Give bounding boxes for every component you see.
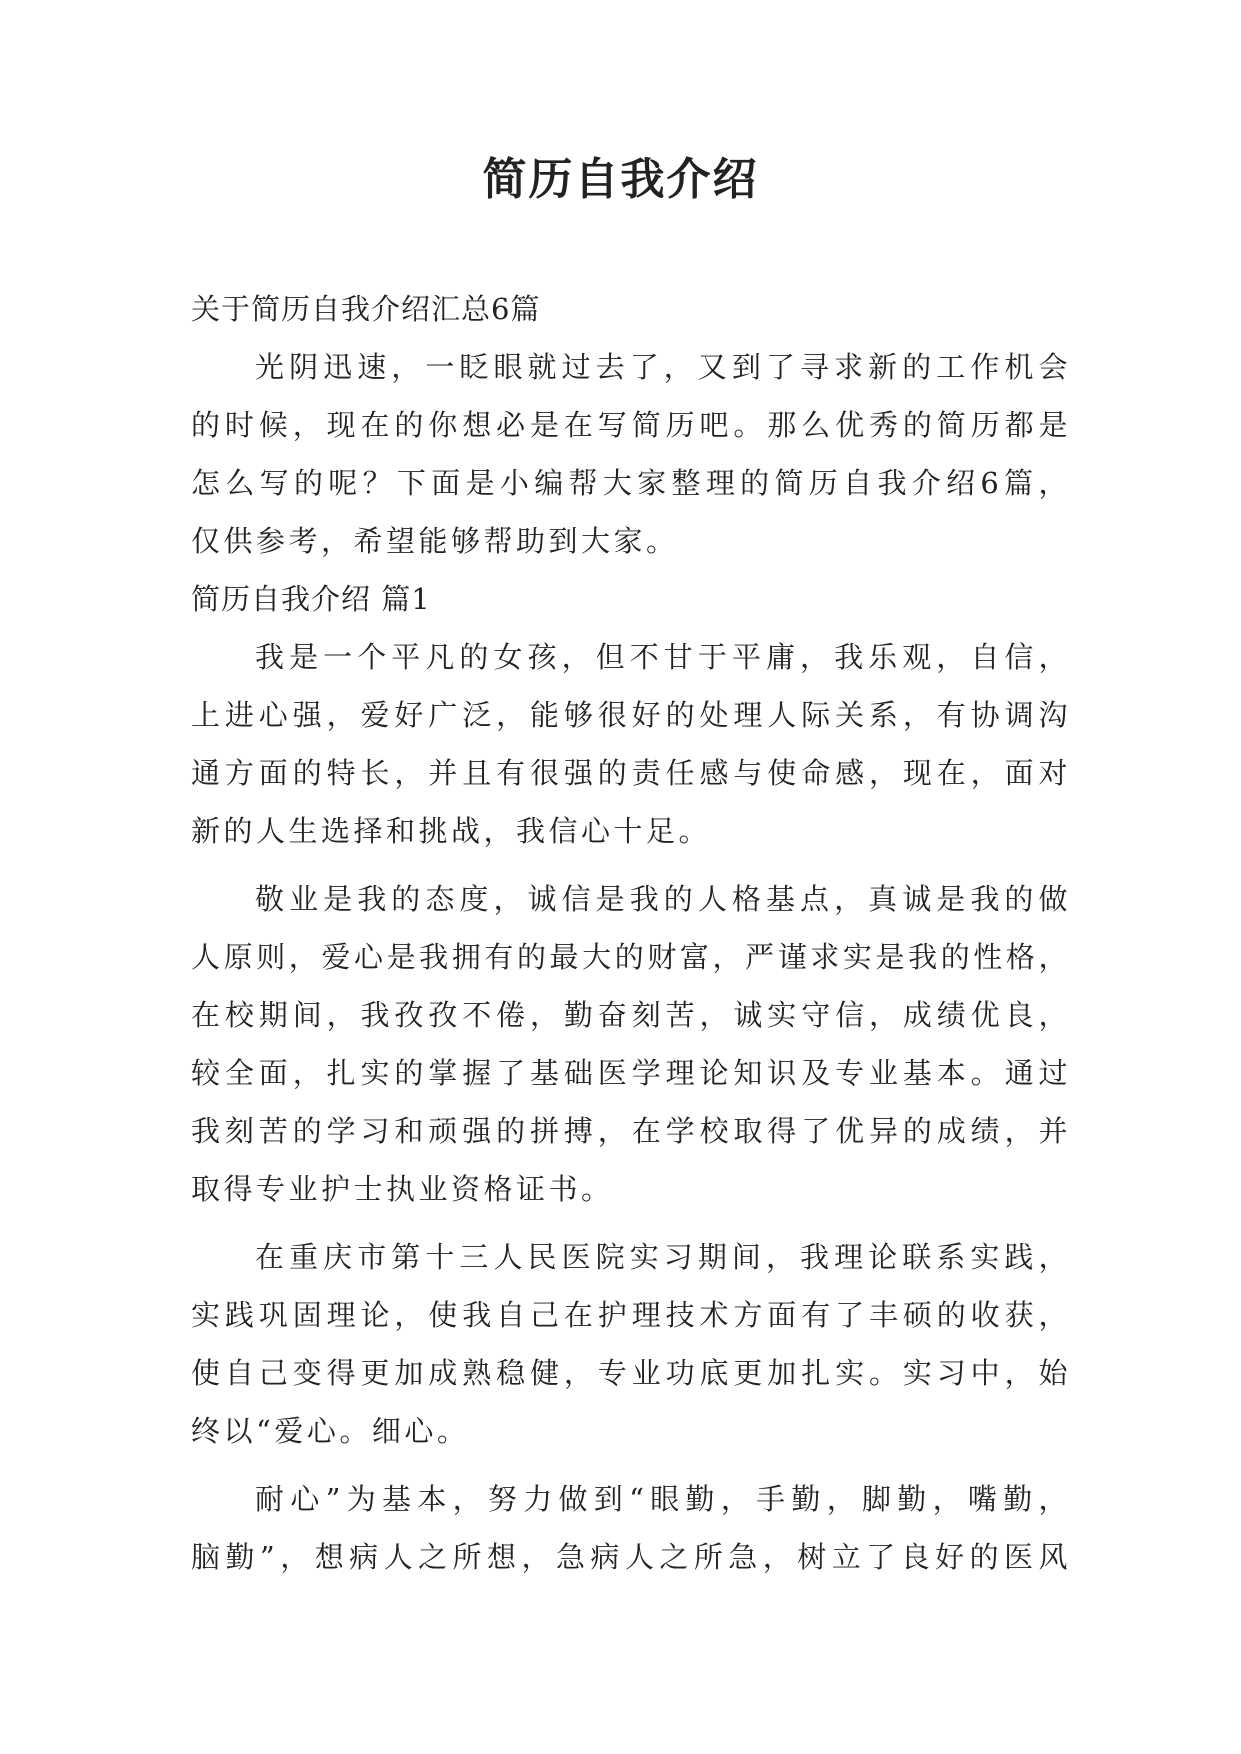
paragraph-line: 在校期间，我孜孜不倦，勤奋刻苦，诚实守信，成绩优良， [191,998,1071,1032]
paragraph-line: 新的人生选择和挑战，我信心十足。 [191,814,712,848]
paragraph-line: 通方面的特长，并且有很强的责任感与使命感，现在，面对 [191,756,1071,790]
paragraph-line: 怎么写的呢？下面是小编帮大家整理的简历自我介绍6篇， [191,466,1071,500]
paragraph-line: 光阴迅速，一眨眼就过去了，又到了寻求新的工作机会 [255,350,1071,384]
paragraph-line: 脑勤”，想病人之所想，急病人之所急，树立了良好的医风 [191,1540,1071,1574]
document-body [191,280,1071,1586]
paragraph-line: 终以“爱心。细心。 [191,1414,470,1448]
paragraph-line: 耐心”为基本，努力做到“眼勤，手勤，脚勤，嘴勤， [255,1482,1071,1516]
paragraph-line: 的时候，现在的你想必是在写简历吧。那么优秀的简历都是 [191,408,1071,442]
paragraph-line: 实践巩固理论，使我自己在护理技术方面有了丰硕的收获， [191,1298,1071,1332]
paragraph-line: 上进心强，爱好广泛，能够很好的处理人际关系，有协调沟 [191,698,1071,732]
paragraph-line: 取得专业护士执业资格证书。 [191,1172,614,1206]
paragraph-line: 仅供参考，希望能够帮助到大家。 [191,524,679,558]
paragraph-line: 较全面，扎实的掌握了基础医学理论知识及专业基本。通过 [191,1056,1071,1090]
paragraph-line: 我刻苦的学习和顽强的拼搏，在学校取得了优异的成绩，并 [191,1114,1071,1148]
document-subtitle: 关于简历自我介绍汇总6篇 [191,292,541,326]
section-heading: 简历自我介绍 篇1 [191,582,431,616]
paragraph-line: 人原则，爱心是我拥有的最大的财富，严谨求实是我的性格， [191,940,1071,974]
paragraph-line: 我是一个平凡的女孩，但不甘于平庸，我乐观，自信， [255,640,1071,674]
paragraph-line: 使自己变得更加成熟稳健，专业功底更加扎实。实习中，始 [191,1356,1071,1390]
paragraph-line: 敬业是我的态度，诚信是我的人格基点，真诚是我的做 [255,882,1071,916]
paragraph-line: 在重庆市第十三人民医院实习期间，我理论联系实践， [255,1240,1071,1274]
document-title: 简历自我介绍 [482,154,759,205]
